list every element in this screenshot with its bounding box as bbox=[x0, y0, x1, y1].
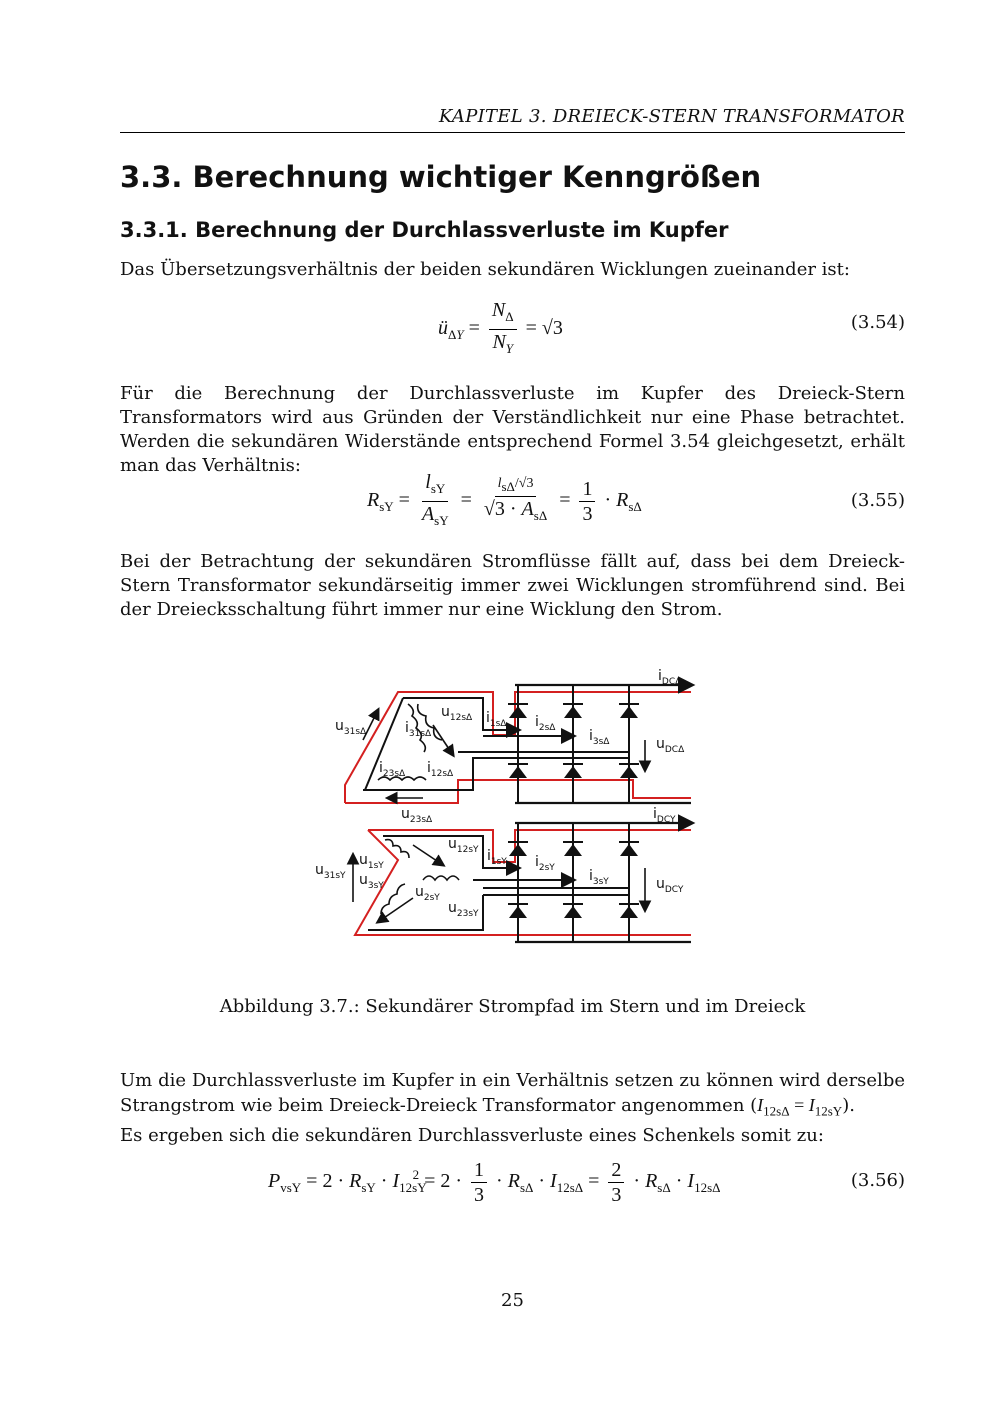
current-path-star bbox=[355, 830, 691, 935]
fraction-one-third-356: $\frac{1}{3}$ bbox=[471, 1158, 487, 1207]
label-i1s-delta: $i_{1s\Delta}$ bbox=[486, 710, 507, 729]
label-idc-delta: $i_{DC\Delta}$ bbox=[658, 668, 682, 687]
label-i3s-y: $i_{3sY}$ bbox=[589, 868, 609, 887]
label-idc-y: $i_{DCY}$ bbox=[653, 806, 676, 825]
label-i31s-delta: $i_{31s\Delta}$ bbox=[405, 720, 432, 739]
fraction-n-delta-over-n-y: $\frac{N_\Delta}{N_Y}$ bbox=[489, 298, 517, 361]
fraction-one-third: $\frac{1}{3}$ bbox=[579, 477, 595, 526]
paragraph-2: Für die Berechnung der Durchlassverluste im Kupfer des Dreieck-Stern Transformators wird aus Gründen der Verständlichkeit nur eine Phase betrachtet. Werden die sekundären Widerstände entsprechend Formel 3.54 gleichgesetzt, erhält man das Verhältnis: bbox=[120, 383, 905, 476]
fraction-nested: $\frac{l_{s\Delta}/√3}{√3 \cdot A_{s\Delta}}$ bbox=[483, 476, 548, 523]
equation-3-56 bbox=[120, 1158, 905, 1210]
label-u31s-delta: $u_{31s\Delta}$ bbox=[335, 718, 367, 737]
header-rule bbox=[120, 132, 905, 133]
equation-3-54 bbox=[120, 298, 905, 356]
label-u3s-y: $u_{3sY}$ bbox=[359, 872, 384, 891]
equation-3-55 bbox=[120, 470, 905, 532]
label-u1s-y: $u_{1sY}$ bbox=[359, 852, 384, 871]
section-title: 3.3. Berechnung wichtiger Kenngrößen bbox=[120, 160, 762, 194]
equation-number: (3.56) bbox=[850, 1170, 905, 1191]
paragraph-4-second-line: Es ergeben sich die sekundären Durchlassverluste eines Schenkels somit zu: bbox=[120, 1124, 824, 1146]
label-i23s-delta: $i_{23s\Delta}$ bbox=[379, 760, 406, 779]
equation-number: (3.55) bbox=[850, 490, 905, 511]
label-u23s-y: $u_{23sY}$ bbox=[448, 900, 479, 919]
label-i1s-y: $i_{1sY}$ bbox=[487, 848, 507, 867]
subsection-title: 3.3.1. Berechnung der Durchlassverluste im Kupfer bbox=[120, 218, 729, 242]
paragraph-4-text: Um die Durchlassverluste im Kupfer in ein Verhältnis setzen zu können wird derselbe Strangstrom wie beim Dreieck-Dreieck Transformator angenommen ( bbox=[120, 1070, 905, 1116]
label-u2s-y: $u_{2sY}$ bbox=[415, 884, 440, 903]
paragraph-3: Bei der Betrachtung der sekundären Stromflüsse fällt auf, dass bei dem Dreieck-Stern Transformator sekundärseitig immer zwei Wicklungen stromführend sind. Bei der Dreiecksschaltung führt immer nur eine Wicklung den Strom. bbox=[120, 551, 905, 620]
label-udc-delta: $u_{DC\Delta}$ bbox=[656, 736, 685, 755]
equation-3-54-body: $ü_{\Delta Y}$ = $\frac{N_\Delta}{N_Y}$ = √3 bbox=[438, 298, 563, 361]
circuit-figure bbox=[293, 640, 733, 970]
equation-3-55-body: $R_{sY}$ = $\frac{l_{sY}}{A_{sY}}$ = $\frac{l_{s\Delta}/√3}{√3 \cdot A_{s\Delta}}$ = $\frac{1}{3}$ · $R_{s\Delta}$ bbox=[367, 470, 642, 533]
label-i2s-y: $i_{2sY}$ bbox=[535, 854, 555, 873]
label-u12s-y: $u_{12sY}$ bbox=[448, 836, 479, 855]
paragraph-1: Das Übersetzungsverhältnis der beiden sekundären Wicklungen zueinander ist: bbox=[120, 259, 850, 280]
label-i2s-delta: $i_{2s\Delta}$ bbox=[535, 714, 556, 733]
running-head: KAPITEL 3. DREIECK-STERN TRANSFORMATOR bbox=[438, 106, 905, 127]
label-u31s-y: $u_{31sY}$ bbox=[315, 862, 346, 881]
fraction-two-thirds-356: $\frac{2}{3}$ bbox=[608, 1158, 624, 1207]
label-u12s-delta: $u_{12s\Delta}$ bbox=[441, 704, 473, 723]
page-number: 25 bbox=[501, 1290, 524, 1311]
label-i3s-delta: $i_{3s\Delta}$ bbox=[589, 728, 610, 747]
equation-3-56-body: $P_{vsY} = 2 \cdot R_{sY} \cdot I_{12sY}^2 = 2$ · $\frac{1}{3}$ · $R_{s\Delta} \cdot I_{12s\Delta}$ = $\frac{2}{3}$ · $R_{s\Delta} \cdot I_{12s\Delta}$ bbox=[268, 1159, 721, 1206]
paragraph-4: Um die Durchlassverluste im Kupfer in ein Verhältnis setzen zu können wird derselbe Strangstrom wie beim Dreieck-Dreieck Transformator angenommen $(I_{12s\Delta} = I_{12sY})$. Es ergeben sich die sekundären Durchlassverluste eines Schenkels somit zu: bbox=[120, 1070, 905, 1146]
u12s-y-arrow bbox=[413, 845, 443, 865]
u2s-y-arrow bbox=[378, 898, 413, 922]
u12s-delta-arrow bbox=[433, 725, 453, 755]
label-udc-y: $u_{DCY}$ bbox=[656, 876, 684, 895]
inline-current-equality: $I_{12s\Delta} = I_{12sY}$ bbox=[757, 1095, 843, 1119]
equation-number: (3.54) bbox=[850, 312, 905, 333]
fraction-lsy-over-asy: $\frac{l_{sY}}{A_{sY}}$ bbox=[421, 471, 449, 528]
figure-caption: Abbildung 3.7.: Sekundärer Strompfad im Stern und im Dreieck bbox=[219, 996, 806, 1017]
label-u23s-delta: $u_{23s\Delta}$ bbox=[401, 806, 433, 825]
label-i12s-delta: $i_{12s\Delta}$ bbox=[427, 760, 454, 779]
